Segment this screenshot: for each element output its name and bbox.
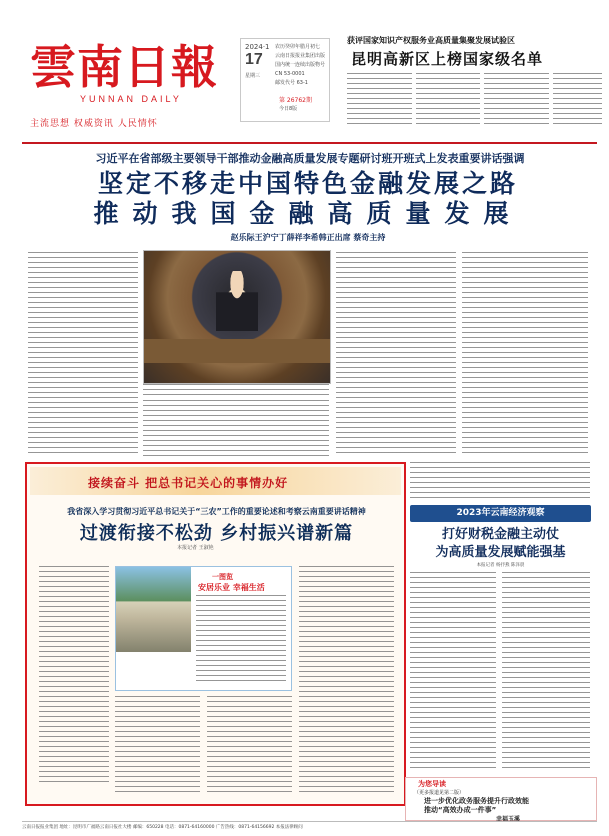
lead-text-column bbox=[336, 252, 456, 456]
issue-date: 2024·1 bbox=[245, 43, 270, 51]
text-column bbox=[553, 73, 602, 127]
guide-subtitle: （更多报道见第二版） bbox=[414, 790, 465, 796]
top-news-body bbox=[347, 73, 602, 127]
lead-text-column bbox=[28, 252, 138, 456]
lead-kicker: 习近平在省部级主要领导干部推动金融高质量发展专题研讨班开班式上发表重要讲话强调 bbox=[95, 152, 525, 165]
economy-headline[interactable] bbox=[410, 526, 591, 562]
info-line-1: 农历癸卯年腊月初七 bbox=[275, 44, 321, 50]
lead-photo[interactable] bbox=[143, 250, 331, 384]
text-column bbox=[416, 73, 481, 127]
top-news-subtitle: 获评国家知识产权服务业高质量集聚发展试验区 bbox=[347, 36, 515, 45]
economy-banner: 2023年云南经济观察 bbox=[410, 505, 591, 522]
guide-box[interactable] bbox=[405, 777, 597, 821]
masthead-divider bbox=[22, 142, 597, 144]
right-text-column bbox=[410, 462, 590, 500]
special-headline[interactable]: 过渡衔接不松劲 乡村振兴谱新篇 bbox=[79, 523, 354, 544]
lead-attendees: 赵乐际王沪宁丁薛祥李希韩正出席 蔡奇主持 bbox=[230, 233, 386, 242]
special-byline: 本报记者 王淑艳 bbox=[177, 545, 214, 551]
special-text-column bbox=[207, 696, 292, 792]
top-news[interactable] bbox=[347, 35, 602, 127]
inset-text bbox=[196, 595, 286, 683]
text-column bbox=[484, 73, 549, 127]
footer: 云南日报报业集团 地址：昆明市广福路云南日报社大楼 邮编：650228 电话：0871-64160000 广告热线：0871-64156692 本报法律顾问 bbox=[22, 821, 597, 830]
top-news-title[interactable]: 昆明高新区上榜国家级名单 bbox=[351, 50, 544, 68]
lead-text-column bbox=[143, 400, 329, 456]
special-kicker: 我省深入学习贯彻习近平总书记关于“三农”工作的重要论述和考察云南重要讲话精神 bbox=[67, 507, 366, 516]
logo-text: 雲南日報 bbox=[30, 40, 218, 94]
issue-info-box bbox=[240, 38, 330, 122]
slogan: 主流思想 权威资讯 人民情怀 bbox=[30, 119, 158, 129]
masthead bbox=[22, 30, 597, 142]
issue-number: 第 26762期 bbox=[279, 97, 312, 104]
special-banner bbox=[30, 467, 401, 495]
inset-photo bbox=[116, 567, 191, 652]
issue-day: 17 bbox=[245, 51, 263, 68]
special-section[interactable] bbox=[25, 462, 406, 806]
info-line-3: 国内统一连续出版物号 bbox=[275, 62, 326, 68]
lead-text-column bbox=[462, 252, 588, 456]
right-text-column bbox=[410, 572, 496, 772]
guide-headline-1[interactable]: 进一步优化政务服务提升行政效能 bbox=[424, 797, 529, 805]
special-text-column bbox=[39, 566, 109, 786]
guide-author: 幸福玉溪 bbox=[496, 816, 521, 823]
issue-week: 星期三 bbox=[245, 73, 261, 79]
special-inset[interactable] bbox=[115, 566, 292, 691]
info-line-4: CN 53-0001 bbox=[275, 71, 305, 77]
photo-caption bbox=[143, 384, 329, 396]
guide-title: 为您导读 bbox=[418, 780, 446, 788]
inset-title: 安居乐业 幸福生活 bbox=[198, 583, 265, 592]
photo-speaker bbox=[216, 271, 258, 331]
right-text-column bbox=[502, 572, 590, 772]
economy-headline-1: 打好财税金融主动仗 bbox=[441, 527, 559, 542]
text-column bbox=[347, 73, 412, 127]
photo-desk bbox=[144, 339, 330, 363]
special-banner-text: 接续奋斗 把总书记关心的事情办好 bbox=[88, 476, 289, 490]
special-text-column bbox=[115, 696, 200, 792]
inset-tag: 一图览 bbox=[212, 573, 233, 581]
guide-headline-2[interactable]: 推动“高效办成一件事” bbox=[424, 806, 497, 814]
issue-pages: 今日8版 bbox=[279, 106, 298, 112]
info-line-2: 云南日报报业集团出版 bbox=[275, 53, 326, 59]
info-line-5: 邮发代号 63-1 bbox=[275, 80, 308, 86]
lead-headline-1[interactable]: 坚定不移走中国特色金融发展之路 bbox=[97, 169, 518, 198]
logo-english: YUNNAN DAILY bbox=[80, 94, 182, 104]
economy-byline: 本报记者 杨抒燕 陈泽晨 bbox=[476, 563, 525, 568]
economy-headline-2: 为高质量发展赋能强基 bbox=[435, 545, 566, 560]
lead-headline-2[interactable]: 推动我国金融高质量发展 bbox=[93, 199, 523, 228]
newspaper-logo bbox=[30, 40, 230, 104]
special-text-column bbox=[299, 566, 394, 792]
